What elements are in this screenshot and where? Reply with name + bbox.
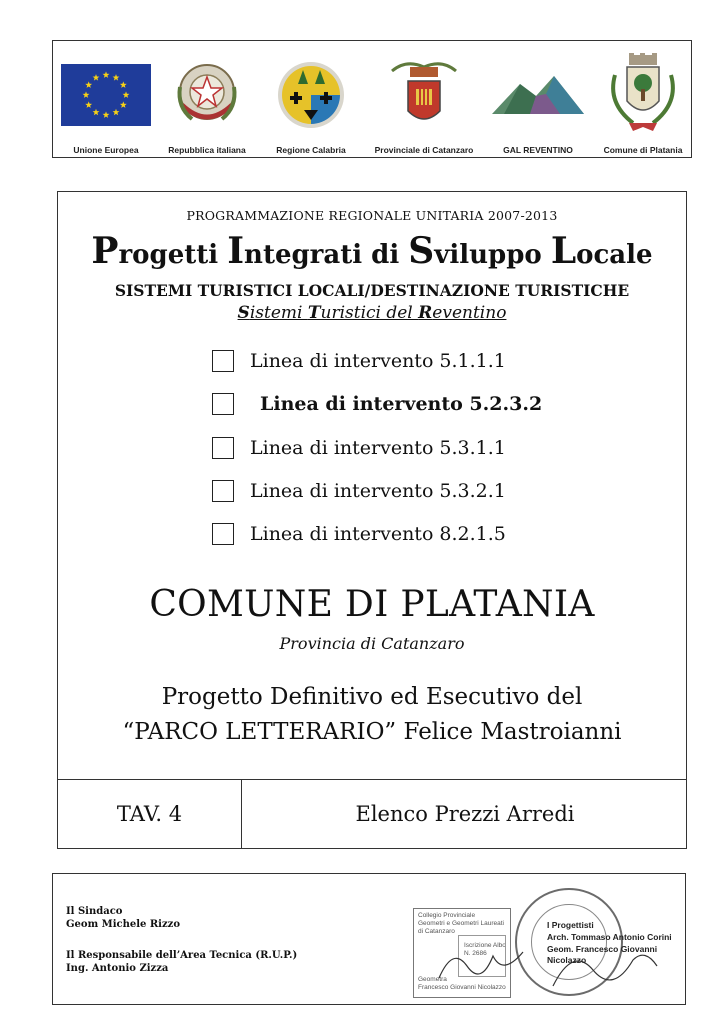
sistemi-subtitle: SISTEMI TURISTICI LOCALI/DESTINAZIONE TURISTICHE bbox=[114, 281, 630, 300]
checkbox[interactable] bbox=[212, 437, 234, 459]
rup-role: Il Responsabile dell’Area Tecnica (R.U.P.) bbox=[66, 950, 298, 961]
logo-repubblica-italiana bbox=[157, 55, 257, 155]
rup-name: Ing. Antonio Zizza bbox=[66, 963, 169, 974]
logo-caption: Regione Calabria bbox=[276, 145, 346, 155]
title-part: Sviluppo bbox=[408, 230, 551, 272]
linea-item[interactable] bbox=[212, 478, 506, 504]
title-part: Progetti bbox=[91, 230, 228, 272]
checkbox[interactable] bbox=[212, 480, 234, 502]
platania-crest-icon bbox=[603, 53, 683, 137]
linea-item[interactable] bbox=[212, 521, 506, 547]
logo-comune-platania bbox=[593, 55, 693, 155]
logo-caption: GAL REVENTINO bbox=[503, 145, 573, 155]
eu-flag-icon bbox=[61, 64, 151, 126]
linea-label: Linea di intervento 5.3.1.1 bbox=[250, 437, 506, 459]
logo-gal-reventino bbox=[488, 55, 588, 155]
logo-provincia-catanzaro bbox=[374, 55, 474, 155]
linea-label: Linea di intervento 5.3.2.1 bbox=[250, 480, 506, 502]
comune-title: COMUNE DI PLATANIA bbox=[149, 584, 595, 625]
provincia-subtitle: Provincia di Catanzaro bbox=[279, 634, 465, 653]
reventino-subtitle: Sistemi Turistici del Reventino bbox=[237, 303, 507, 323]
checkbox[interactable] bbox=[212, 523, 234, 545]
signature-block bbox=[52, 873, 686, 1005]
title-part: Locale bbox=[550, 230, 653, 272]
logo-header bbox=[52, 40, 692, 158]
title-part: Integrati di bbox=[227, 230, 409, 272]
tavola-title: Elenco Prezzi Arredi bbox=[355, 802, 575, 826]
linea-item[interactable] bbox=[212, 435, 506, 461]
progettisti-title: I Progettisti bbox=[547, 920, 594, 930]
linea-item[interactable] bbox=[212, 391, 542, 417]
progettista-1: Arch. Tommaso Antonio Corini bbox=[547, 932, 672, 942]
stamps-area bbox=[413, 886, 683, 1004]
pisl-title bbox=[58, 230, 686, 272]
logo-caption: Unione Europea bbox=[73, 145, 139, 155]
progetto-line-1: Progetto Definitivo ed Esecutivo del bbox=[161, 684, 583, 710]
sindaco-role: Il Sindaco bbox=[66, 906, 123, 917]
calabria-emblem-icon bbox=[276, 60, 346, 130]
italian-emblem-icon bbox=[172, 57, 242, 133]
linea-label: Linea di intervento 5.2.3.2 bbox=[260, 393, 543, 415]
logo-caption: Repubblica italiana bbox=[168, 145, 246, 155]
collegio-stamp: Collegio Provinciale Geometri e Geometri Laureati di Catanzaro Iscrizione Albo N. 2686 Geometra Francesco Giovanni Nicolazzo bbox=[413, 908, 511, 998]
linea-label: Linea di intervento 5.1.1.1 bbox=[250, 350, 506, 372]
rup-signature bbox=[66, 949, 297, 975]
linea-item[interactable] bbox=[212, 348, 506, 374]
progettista-2: Geom. Francesco Giovanni Nicolazzo bbox=[547, 944, 658, 965]
checkbox[interactable] bbox=[212, 393, 234, 415]
sindaco-signature bbox=[66, 905, 180, 931]
logo-caption: Provinciale di Catanzaro bbox=[374, 145, 474, 155]
gal-reventino-logo-icon bbox=[490, 70, 586, 120]
catanzaro-crest-icon bbox=[386, 55, 462, 135]
logo-caption: Comune di Platania bbox=[603, 145, 683, 155]
tavola-number: TAV. 4 bbox=[116, 802, 183, 826]
logo-unione-europea bbox=[56, 55, 156, 155]
checkbox[interactable] bbox=[212, 350, 234, 372]
logo-regione-calabria bbox=[261, 55, 361, 155]
programmazione-heading: PROGRAMMAZIONE REGIONALE UNITARIA 2007-2013 bbox=[186, 208, 558, 223]
linea-label: Linea di intervento 8.2.1.5 bbox=[250, 523, 506, 545]
sindaco-name: Geom Michele Rizzo bbox=[66, 919, 181, 930]
title-block bbox=[57, 191, 687, 849]
progetto-line-2: “PARCO LETTERARIO” Felice Mastroianni bbox=[122, 719, 622, 745]
